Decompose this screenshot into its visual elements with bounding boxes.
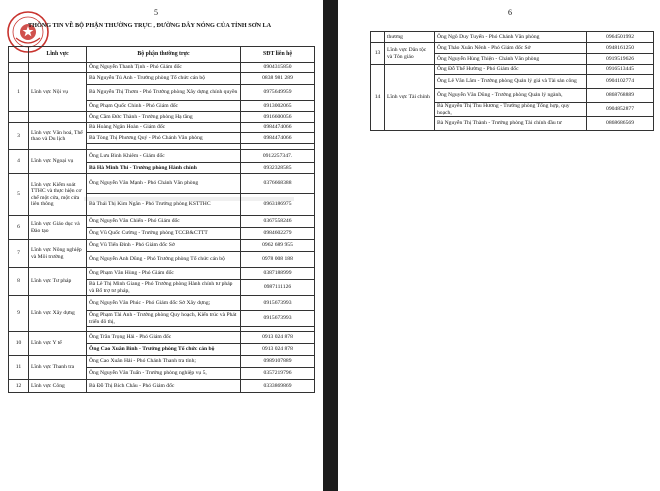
contact-person: Bà Hoàng Ngân Hoàn - Giám đốc xyxy=(87,123,241,133)
contact-person: Bà Lê Thị Minh Giang - Phó Trưởng phòng Hành chính tư pháp và Bổ trợ tư pháp, xyxy=(87,280,241,296)
contact-person: Ông Ngô Duy Tuyến - Phó Chánh Văn phòng xyxy=(435,32,587,43)
contact-person: Bà Thái Thị Kim Ngân - Phó Trưởng phòng KSTTHC xyxy=(87,194,241,216)
phone-number: 0975649959 xyxy=(241,85,315,101)
phone-number: 0333869869 xyxy=(241,380,315,393)
contact-table xyxy=(370,31,654,131)
table-header-row xyxy=(9,47,315,63)
field-name: Lĩnh vực Xây dựng xyxy=(29,296,87,332)
phone-number: 0984474066 xyxy=(241,133,315,144)
field-name xyxy=(29,63,87,73)
contact-table xyxy=(8,46,315,393)
field-name: Lĩnh vực Giáo dục và Đào tạo xyxy=(29,216,87,240)
field-name: Lĩnh vực Nông nghiệp và Môi trường xyxy=(29,240,87,268)
table-row xyxy=(9,150,315,163)
header-field: Lĩnh vực xyxy=(29,47,87,63)
row-number xyxy=(9,112,29,123)
contact-person: Bà Đỗ Thị Bích Châu - Phó Giám đốc xyxy=(87,380,241,393)
phone-number: 0984602279 xyxy=(241,228,315,240)
row-number: 14 xyxy=(371,65,385,131)
contact-person: Ông Thảo Xuân Nênh - Phó Giám đốc Sở xyxy=(435,43,587,54)
row-number: 12 xyxy=(9,380,29,393)
phone-number: 0868768889 xyxy=(587,89,654,103)
phone-number: 0838 981 289 xyxy=(241,73,315,85)
phone-number: 0367558246 xyxy=(241,216,315,228)
header-stt xyxy=(9,47,29,63)
field-name: Lĩnh vực Ngoại vụ xyxy=(29,150,87,174)
row-number: 10 xyxy=(9,332,29,356)
contact-person: Ông Phạm Tài Anh - Trưởng phòng Quy hoạch, Kiến trúc và Phát triển đô thị, xyxy=(87,311,241,327)
document-page-right xyxy=(338,0,660,491)
phone-number: 0376668388 xyxy=(241,174,315,194)
contact-person: Bà Nguyễn Thị Thành - Trưởng phòng Tài chính đầu tư xyxy=(435,117,587,131)
contact-person: Ông Nguyễn Văn Phúc - Phó Giám đốc Sở Xây dựng; xyxy=(87,296,241,311)
field-name: Lĩnh vực Tài chính xyxy=(385,65,435,131)
document-page-left xyxy=(0,0,323,491)
phone-number: 0984474066 xyxy=(241,123,315,133)
phone-number: 0868686569 xyxy=(587,117,654,131)
field-name: Lĩnh vực Dân tộc và Tôn giáo xyxy=(385,43,435,65)
phone-number: 0913 024 878 xyxy=(241,344,315,356)
phone-number: 0987111126 xyxy=(241,280,315,296)
row-number: 8 xyxy=(9,268,29,296)
table-row xyxy=(9,296,315,311)
field-name: Lĩnh vực Tư pháp xyxy=(29,268,87,296)
phone-number: 0357219796 xyxy=(241,368,315,380)
table-row xyxy=(9,73,315,85)
contact-person: Ông Phạm Văn Hùng - Phó Giám đốc xyxy=(87,268,241,280)
document-title: THÔNG TIN VỀ BỘ PHẬN THƯỜNG TRỰC , ĐƯỜNG DÂY NÓNG CỦA TỈNH SƠN LA xyxy=(28,22,272,29)
phone-number: 0915673993 xyxy=(241,296,315,311)
header-phone: SĐT liên hệ xyxy=(241,47,315,63)
row-number: 13 xyxy=(371,43,385,65)
contact-person: Ông Phạm Quốc Chinh - Phó Giám đốc xyxy=(87,101,241,112)
contact-person: Bà Nguyễn Thị Thu Hương - Trưởng phòng Tổng hợp, quy hoạch, xyxy=(435,103,587,117)
page-number: 5 xyxy=(154,8,158,17)
row-number: 1 xyxy=(9,73,29,112)
contact-person: Ông Nguyễn Văn Tuấn - Trưởng phòng nghiệp vụ 5, xyxy=(87,368,241,380)
phone-number: 0978 008 188 xyxy=(241,252,315,268)
row-number: 4 xyxy=(9,150,29,174)
contact-person: Ông Nguyễn Văn Dũng - Trưởng phòng Quản lý ngành, xyxy=(435,89,587,103)
contact-person: Ông Nguyễn Thanh Tịnh - Phó Giám đốc xyxy=(87,63,241,73)
phone-number: 0989107889 xyxy=(241,356,315,368)
table-row xyxy=(9,332,315,344)
phone-number: 0904852877 xyxy=(587,103,654,117)
row-number: 5 xyxy=(9,174,29,216)
table-row xyxy=(9,240,315,252)
table-row xyxy=(9,112,315,123)
contact-person: Ông Nguyễn Hùng Thiện - Chánh Văn phòng xyxy=(435,54,587,65)
row-number: 9 xyxy=(9,296,29,332)
contact-person: Ông Nguyễn Văn Mạnh - Phó Chánh Văn phòng xyxy=(87,174,241,194)
contact-person: Ông Cao Xuân Hải - Phó Chánh Thanh tra tỉnh; xyxy=(87,356,241,368)
table-row xyxy=(371,65,654,75)
contact-person: Bà Nguyễn Tú Anh - Trưởng phòng Tổ chức cán bộ xyxy=(87,73,241,85)
field-name: Lĩnh vực Văn hoá, Thể thao và Du lịch xyxy=(29,123,87,150)
phone-number: 0913002065 xyxy=(241,101,315,112)
phone-number: 0963186975 xyxy=(241,194,315,216)
phone-number: 0912257347. xyxy=(241,150,315,163)
phone-number: 0915673993 xyxy=(241,311,315,327)
table-row xyxy=(9,123,315,133)
phone-number: 0916600056 xyxy=(241,112,315,123)
contact-person: Ông Đỗ Thế Hường - Phó Giám đốc xyxy=(435,65,587,75)
phone-number: 0932328585 xyxy=(241,163,315,174)
table-row xyxy=(9,268,315,280)
contact-person: Bà Hà Minh Thi - Trưởng phòng Hành chính xyxy=(87,163,241,174)
contact-person: Bà Nguyễn Thị Thơm - Phó Trưởng phòng Xây dựng chính quyền xyxy=(87,85,241,101)
table-row xyxy=(9,174,315,194)
contact-person: Ông Vũ Tiến Đỉnh - Phó Giám đốc Sở xyxy=(87,240,241,252)
field-name: thương xyxy=(385,32,435,43)
contact-person: Ông Nguyễn Anh Dũng - Phó Trưởng phòng Tổ chức cán bộ xyxy=(87,252,241,268)
page-number: 6 xyxy=(508,8,512,17)
field-name: Lĩnh vực Công xyxy=(29,380,87,393)
field-name: Lĩnh vực Kiểm soát TTHC và thực hiện cơ chế một cửa, một cửa liên thông xyxy=(29,174,87,216)
table-row xyxy=(371,32,654,43)
contact-person: Ông Cao Xuân Bình - Trưởng phòng Tổ chức cán bộ xyxy=(87,344,241,356)
row-number: 11 xyxy=(9,356,29,380)
phone-number: 0962 689 955 xyxy=(241,240,315,252)
table-row xyxy=(9,63,315,73)
phone-number: 0913 024 878 xyxy=(241,332,315,344)
phone-number: 0964501992 xyxy=(587,32,654,43)
scan-smudge xyxy=(84,197,294,201)
table-row xyxy=(9,380,315,393)
table-row xyxy=(371,43,654,54)
phone-number: 0916513445 xyxy=(587,65,654,75)
row-number: 6 xyxy=(9,216,29,240)
contact-person: Ông Cầm Đức Thành - Trưởng phòng Hạ tầng xyxy=(87,112,241,123)
row-number xyxy=(9,63,29,73)
contact-person: Ông Nguyễn Văn Chiến - Phó Giám đốc xyxy=(87,216,241,228)
phone-number: 0919519626 xyxy=(587,54,654,65)
phone-number: 0387188999 xyxy=(241,268,315,280)
phone-number: 0904102774 xyxy=(587,75,654,89)
row-number: 3 xyxy=(9,123,29,150)
field-name: Lĩnh vực Thanh tra xyxy=(29,356,87,380)
contact-person: Ông Trần Trọng Hải - Phó Giám đốc xyxy=(87,332,241,344)
table-row xyxy=(9,216,315,228)
contact-person: Bà Tòng Thị Phương Quý - Phó Chánh Văn phòng xyxy=(87,133,241,144)
phone-number: 0948161250 xyxy=(587,43,654,54)
row-number: 7 xyxy=(9,240,29,268)
phone-number: 0904315850 xyxy=(241,63,315,73)
contact-person: Ông Lê Văn Lâm - Trưởng phòng Quản lý giá và Tài sản công xyxy=(435,75,587,89)
contact-person: Ông Vũ Quốc Cường - Trưởng phòng TCCB&CTTT xyxy=(87,228,241,240)
table-row xyxy=(9,356,315,368)
field-name: Lĩnh vực Y tế xyxy=(29,332,87,356)
contact-person: Ông Lưu Bình Khiêm - Giám đốc xyxy=(87,150,241,163)
field-name: Lĩnh vực Nội vụ xyxy=(29,73,87,112)
row-number xyxy=(371,32,385,43)
field-name xyxy=(29,112,87,123)
header-dept: Bộ phận thường trực xyxy=(87,47,241,63)
